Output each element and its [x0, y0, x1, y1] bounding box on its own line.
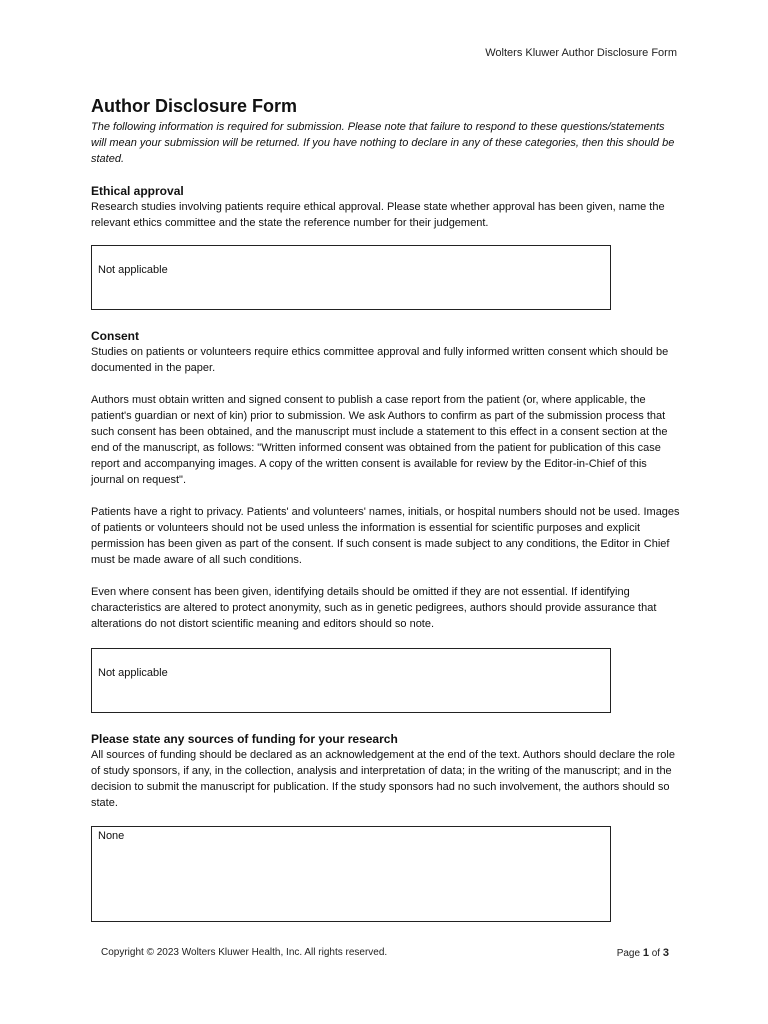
- funding-text: All sources of funding should be declared as an acknowledgement at the end of the text. Authors should declare the role of study sponsors, if any, in the collection, analysis and interpretation of data; in the writing of the manuscript; and in the decision to submit the manuscript for publication. If the study sponsors had no such involvement, the authors should so state.: [91, 749, 675, 809]
- consent-paragraph: Patients have a right to privacy. Patients' and volunteers' names, initials, or hospital numbers should not be used. Images of patients or volunteers should not be used unless the information is essential for scientific purposes and explicit permission has been given as part of the consent. If such consent is made subject to any conditions, the Editor in Chief must be made aware of all such conditions.: [91, 506, 680, 566]
- form-content: [91, 94, 681, 922]
- page-title: Author Disclosure Form: [91, 96, 298, 116]
- ethical-approval-heading: Ethical approval: [91, 184, 184, 198]
- page-number: [617, 946, 669, 961]
- page-total: 3: [662, 947, 669, 959]
- consent-heading: Consent: [91, 329, 139, 343]
- consent-section: [91, 328, 681, 713]
- consent-paragraph: Even where consent has been given, identifying details should be omitted if they are not essential. If identifying characteristics are altered to protect anonymity, such as in genetic pedigrees, authors should provide assurance that alterations do not distort scientific meaning and editors should so note.: [91, 586, 657, 630]
- copyright-notice: Copyright © 2023 Wolters Kluwer Health, Inc. All rights reserved.: [101, 947, 388, 958]
- running-header: Wolters Kluwer Author Disclosure Form: [485, 47, 677, 59]
- ethical-approval-answer-field[interactable]: Not applicable: [91, 245, 611, 310]
- consent-paragraph: Studies on patients or volunteers require ethics committee approval and fully informed written consent which should be documented in the paper.: [91, 346, 669, 374]
- funding-section: [91, 731, 681, 922]
- funding-heading: Please state any sources of funding for your research: [91, 732, 398, 746]
- page-of-label: of: [651, 948, 661, 959]
- ethical-approval-section: [91, 183, 681, 310]
- consent-paragraph: Authors must obtain written and signed consent to publish a case report from the patient (or, where applicable, the patient's guardian or next of kin) prior to submission. We ask Authors to confirm as part of the submission process that such consent has been obtained, and the manuscript must include a statement to this effect in a consent section at the end of the manuscript, as follows: "Written informed consent was obtained from the patient for publication of this case report and accompanying images. A copy of the written consent is available for review by the Editor-in-Chief of this journal on request".: [91, 394, 668, 486]
- consent-answer-field[interactable]: Not applicable: [91, 648, 611, 713]
- funding-answer-field[interactable]: None: [91, 826, 611, 922]
- intro-text: The following information is required for submission. Please note that failure to respond to these questions/statements will mean your submission will be returned. If you have nothing to declare in any of these categories, then this should be stated.: [91, 121, 675, 165]
- page-current: 1: [642, 947, 649, 959]
- page-label: Page: [616, 948, 641, 959]
- ethical-approval-text: Research studies involving patients require ethical approval. Please state whether approval has been given, name the relevant ethics committee and the state the reference number for their judgement.: [91, 201, 665, 229]
